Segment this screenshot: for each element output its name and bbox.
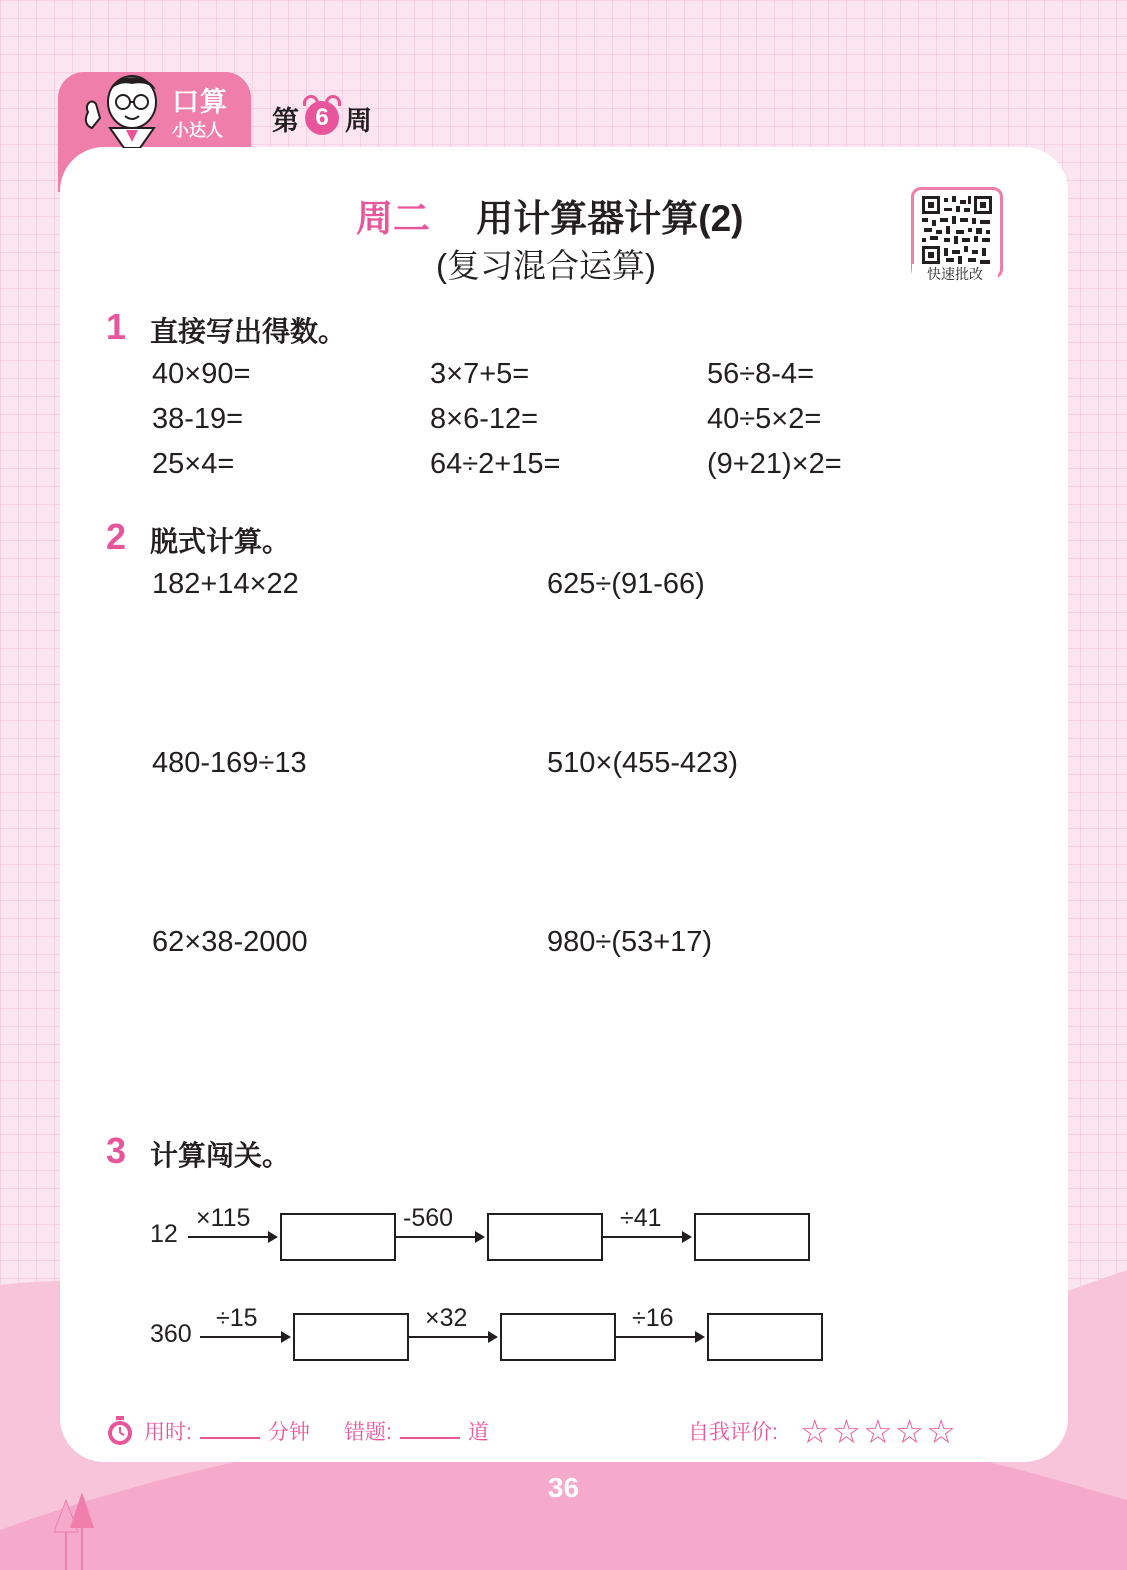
answer-box[interactable] xyxy=(500,1313,616,1361)
time-label: 用时: xyxy=(144,1421,192,1444)
s1-expression: 25×4= xyxy=(152,448,235,480)
arrow-icon xyxy=(408,1336,496,1338)
s1-expression: 40×90= xyxy=(152,358,251,390)
section2-number: 2 xyxy=(106,516,127,557)
week-suffix: 周 xyxy=(345,105,372,136)
star-rating[interactable]: ☆☆☆☆☆ xyxy=(800,1413,958,1450)
chain2-op: ×32 xyxy=(425,1304,468,1332)
arrow-icon xyxy=(200,1336,289,1338)
time-blank[interactable] xyxy=(200,1417,260,1439)
chain2-start: 360 xyxy=(150,1320,192,1348)
arrow-icon xyxy=(396,1236,483,1238)
logo-title: 口算 xyxy=(172,87,228,117)
chain1-op: ×115 xyxy=(196,1204,251,1232)
arrow-icon xyxy=(188,1236,276,1238)
answer-box[interactable] xyxy=(293,1313,409,1361)
week-prefix: 第 xyxy=(272,105,299,136)
errors-unit: 道 xyxy=(467,1421,489,1444)
chain2-op: ÷15 xyxy=(216,1304,258,1332)
time-field xyxy=(144,1416,310,1446)
qr-label: 快速批改 xyxy=(912,264,998,284)
s1-expression: 8×6-12= xyxy=(430,403,539,435)
errors-label: 错题: xyxy=(344,1421,392,1444)
page-number: 36 xyxy=(547,1472,580,1503)
self-eval-label: 自我评价: xyxy=(688,1421,778,1444)
answer-box[interactable] xyxy=(694,1213,810,1261)
s2-expression: 980÷(53+17) xyxy=(547,926,713,958)
section2-title: 脱式计算。 xyxy=(150,526,291,557)
section1-title: 直接写出得数。 xyxy=(150,316,347,347)
chain1-op: -560 xyxy=(403,1204,454,1232)
s2-expression: 625÷(91-66) xyxy=(547,568,705,600)
page-subtitle: (复习混合运算) xyxy=(436,247,656,284)
triangle-decoration-icon xyxy=(54,1492,98,1570)
week-number-badge: 6 xyxy=(305,101,339,135)
arrow-icon xyxy=(615,1336,703,1338)
title-main: 用计算器计算(2) xyxy=(476,198,744,239)
s2-expression: 510×(455-423) xyxy=(547,747,739,779)
s2-expression: 62×38-2000 xyxy=(152,926,308,958)
stopwatch-icon xyxy=(106,1416,134,1446)
s1-expression: 40÷5×2= xyxy=(707,403,822,435)
s1-expression: 3×7+5= xyxy=(430,358,530,390)
section1-number: 1 xyxy=(106,306,127,347)
answer-box[interactable] xyxy=(487,1213,603,1261)
s2-expression: 182+14×22 xyxy=(152,568,299,600)
errors-field xyxy=(344,1416,489,1446)
time-unit: 分钟 xyxy=(267,1421,310,1444)
answer-box[interactable] xyxy=(280,1213,396,1261)
section3-title: 计算闯关。 xyxy=(150,1140,291,1171)
logo-subtitle: 小达人 xyxy=(172,121,223,140)
s1-expression: (9+21)×2= xyxy=(707,448,842,480)
week-label xyxy=(272,98,372,138)
s1-expression: 64÷2+15= xyxy=(430,448,561,480)
mascot-icon xyxy=(80,72,168,148)
arrow-icon xyxy=(603,1236,690,1238)
section3-number: 3 xyxy=(106,1130,127,1171)
s1-expression: 38-19= xyxy=(152,403,244,435)
s1-expression: 56÷8-4= xyxy=(707,358,815,390)
chain1-start: 12 xyxy=(150,1220,178,1248)
answer-box[interactable] xyxy=(707,1313,823,1361)
s2-expression: 480-169÷13 xyxy=(152,747,307,779)
chain1-op: ÷41 xyxy=(620,1204,662,1232)
page-title xyxy=(356,188,744,242)
qr-code-icon xyxy=(922,196,992,264)
title-day: 周二 xyxy=(356,198,430,239)
errors-blank[interactable] xyxy=(400,1417,460,1439)
chain2-op: ÷16 xyxy=(632,1304,674,1332)
